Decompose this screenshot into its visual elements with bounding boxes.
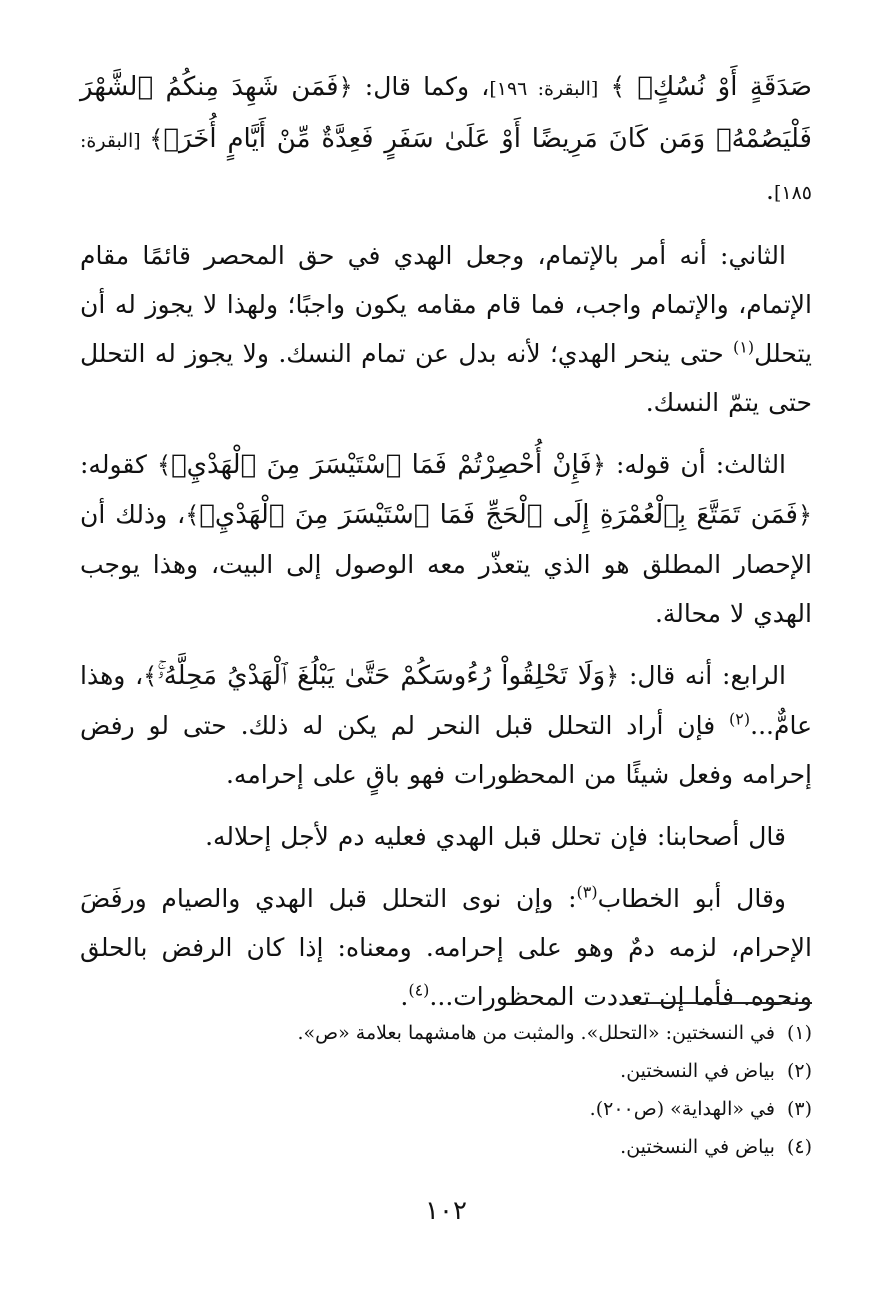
footnote-number: (١) — [786, 1022, 812, 1044]
paragraph-5 — [80, 812, 812, 861]
footnote-1 — [80, 1014, 812, 1052]
text-run: : وإن نوى التحلل قبل الهدي والصيام ورفَضَ الإحرام، لزمه دمٌ وهو على إحرامه. ومعناه: إذا كان الرفض بالحلق ونحوه. فأما إن تعددت المحظورات... — [80, 884, 812, 1011]
footnote-reference: (٣) — [576, 882, 598, 902]
quran-verse: فَمَن تَمَتَّعَ بِٱلْعُمْرَةِ إِلَى ٱلْحَجِّ فَمَا ٱسْتَيْسَرَ مِنَ ٱلْهَدْيِۚ — [199, 500, 798, 530]
paragraph-2 — [80, 231, 812, 427]
text-run: الثاني: أنه أمر بالإتمام، وجعل الهدي في حق المحصر قائمًا مقام الإتمام، والإتمام واجب، فما قام مقامه يكون واجبًا؛ ولهذا لا يجوز له أن يتحلل — [80, 241, 812, 368]
footnote-2 — [80, 1052, 812, 1090]
text-run: ، وهذا عامٌّ... — [80, 661, 812, 740]
ornate-bracket: ﴿ — [591, 451, 606, 479]
quran-verse: فَمَن شَهِدَ مِنكُمُ ٱلشَّهْرَ فَلْيَصُمْهُۖ وَمَن كَانَ مَرِيضًا أَوْ عَلَىٰ سَفَرٍ فَعِدَّةٌ مِّنْ أَيَّامٍ أُخَرَۗ — [80, 72, 812, 154]
quran-verse: وَلَا تَحْلِقُواْ رُءُوسَكُمْ حَتَّىٰ يَبْلُغَ ٱلْهَدْيُ مَحِلَّهُۥۚ — [157, 661, 606, 691]
text-run: حتى ينحر الهدي؛ لأنه بدل عن تمام النسك. ولا يجوز له التحلل حتى يتمّ النسك. — [80, 339, 812, 417]
footnote-text: في «الهداية» (ص٢٠٠). — [589, 1098, 775, 1120]
footnotes — [80, 1014, 812, 1166]
footnote-reference: (١) — [733, 337, 755, 357]
paragraph-1 — [80, 62, 812, 218]
page-number: ١٠٢ — [425, 1196, 467, 1226]
footnote-number: (٤) — [786, 1136, 812, 1158]
ornate-bracket: ﴾ — [149, 125, 164, 153]
ornate-bracket: ﴿ — [338, 73, 353, 101]
footnote-number: (٢) — [786, 1060, 812, 1082]
text-run: فإن أراد التحلل قبل النحر لم يكن له ذلك. حتى لو رفض إحرامه وفعل شيئًا من المحظورات فهو باقٍ على إحرامه. — [80, 711, 812, 789]
text-run: . — [400, 982, 409, 1011]
paragraph-6 — [80, 874, 812, 1021]
ornate-bracket: ﴾ — [156, 451, 172, 479]
text-run: ، وكما قال: — [352, 72, 490, 101]
footnote-number: (٣) — [786, 1098, 812, 1120]
footnote-text: بياض في النسختين. — [620, 1060, 775, 1082]
footnote-text: بياض في النسختين. — [620, 1136, 775, 1158]
ornate-bracket: ﴿ — [797, 501, 812, 529]
surah-reference: [البقرة: ١٨٥] — [80, 130, 812, 204]
ornate-bracket: ﴾ — [185, 501, 200, 529]
footnote-reference: (٢) — [729, 709, 751, 729]
text-run: . — [766, 176, 774, 205]
ornate-bracket: ﴾ — [143, 662, 158, 690]
text-run: ﴾ — [598, 72, 638, 101]
text-run: ، وذلك أن الإحصار المطلق هو الذي يتعذّر معه الوصول إلى البيت، وهذا يوجب الهدي لا محالة. — [80, 500, 812, 628]
paragraph-3 — [80, 440, 812, 638]
footnote-3 — [80, 1090, 812, 1128]
text-run: الثالث: أن قوله: — [605, 450, 787, 479]
quran-verse: صَدَقَةٍ أَوْ نُسُكٍۚ — [637, 72, 812, 102]
quran-verse: فَإِنْ أُحْصِرْتُمْ فَمَا ٱسْتَيْسَرَ مِنَ ٱلْهَدْيِۖ — [171, 450, 592, 480]
text-run: وقال أبو الخطاب — [597, 884, 786, 913]
ornate-bracket: ﴿ — [605, 662, 620, 690]
main-text — [80, 62, 812, 1034]
text-run: الرابع: أنه قال: — [619, 661, 787, 690]
paragraph-4 — [80, 651, 812, 799]
surah-reference: [البقرة: ١٩٦] — [489, 78, 599, 100]
footnote-separator — [626, 1002, 812, 1004]
text-run: قال أصحابنا: فإن تحلل قبل الهدي فعليه دم لأجل إحلاله. — [205, 822, 786, 851]
footnote-4 — [80, 1128, 812, 1166]
footnote-reference: (٤) — [408, 980, 430, 1000]
footnote-text: في النسختين: «التحلل». والمثبت من هامشهما بعلامة «ص». — [297, 1022, 775, 1044]
text-run: كقوله: — [80, 450, 157, 479]
